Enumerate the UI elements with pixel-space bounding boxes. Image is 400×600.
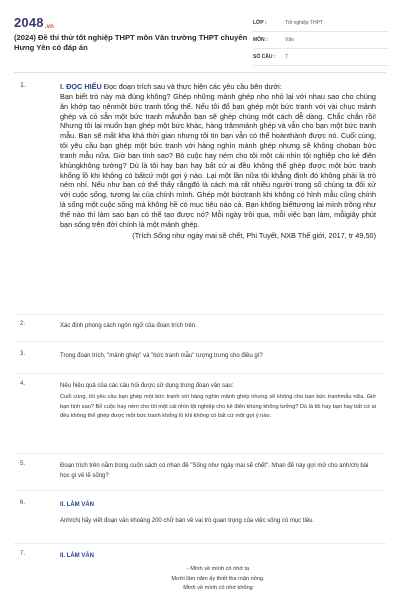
header-divider — [14, 72, 386, 73]
section-heading: II. LÀM VĂN — [60, 502, 94, 508]
question-number: 5. — [20, 461, 26, 467]
divider — [14, 341, 386, 342]
divider — [14, 453, 386, 454]
question-number: 2. — [20, 321, 26, 327]
meta-row-class — [253, 15, 388, 32]
meta-value: Tốt nghiệp THPT — [285, 20, 323, 26]
poem-excerpt — [60, 565, 376, 594]
divider — [14, 373, 386, 374]
question-number: 6. — [20, 500, 26, 506]
divider — [14, 490, 386, 491]
meta-table — [253, 15, 388, 66]
meta-key: MÔN : — [253, 37, 268, 43]
question-number: 1. — [20, 82, 26, 89]
meta-value: Văn — [285, 37, 294, 43]
question-number: 4. — [20, 381, 26, 387]
question-text: Trong đoạn trích, "mảnh ghép" và "bức tranh mẫu" tượng trưng cho điều gì? — [60, 353, 263, 359]
divider — [14, 314, 386, 315]
question-lead: Đọc đoạn trích sau và thực hiện các yêu cầu bên dưới: — [101, 82, 282, 91]
question-number: 3. — [20, 351, 26, 357]
poem-line: Mười lăm năm ấy thiết tha mặn nồng. — [171, 575, 265, 582]
question-number: 7. — [20, 551, 26, 557]
divider — [14, 543, 386, 544]
question-body — [60, 82, 376, 241]
meta-key: LỚP : — [253, 20, 267, 26]
question-body — [60, 500, 376, 526]
meta-key: SỐ CÂU : — [253, 54, 276, 60]
question-body — [60, 551, 376, 594]
meta-value: 7 — [285, 54, 288, 60]
passage-source: (Trích Sống như ngày mai sẽ chết, Phi Tuyết, NXB Thế giới, 2017, tr 49,50) — [132, 230, 376, 240]
question-text: Đoạn trích trên nằm trong cuốn sách có nhan đề "Sống như ngày mai sẽ chết". Nhan đề này gợi mở cho anh/chị bài học gì về lẽ sống? — [60, 463, 369, 479]
question-text: Xác định phong cách ngôn ngữ của đoạn trích trên. — [60, 323, 197, 329]
meta-row-subject — [253, 32, 388, 49]
site-logo[interactable]: 2048.vn — [14, 15, 55, 30]
question-text: Nêu hiệu quả của các câu hỏi được sử dụng trong đoạn văn sau: — [60, 383, 234, 389]
question-body — [60, 381, 376, 422]
section-heading: I. ĐỌC HIỂU — [60, 82, 102, 91]
poem-line: Mình về mình có nhớ không — [183, 585, 253, 591]
question-text: Anh/chị hãy viết đoạn văn khoảng 200 chữ bàn về vai trò quan trọng của việc sống có mục tiêu. — [60, 518, 315, 524]
section-heading: II. LÀM VĂN — [60, 553, 94, 559]
poem-line: - Mình về mình có nhớ ta — [186, 566, 250, 572]
reading-passage: Bạn biết trò này mà đúng không? Ghép những mảnh ghép nho nhỏ lại với nhau sao cho chúng ăn khớp tạo nênmột bức tranh tổng thể. Nếu tôi đổ bạn ghép một bức tranh với vài chục mảnh ghép và có sẵn một bức tranh mẫuhẳn bạn sẽ ghép chúng một cách dễ dàng. Chắc chắn rồi! Nhưng tôi lại muốn bạn ghép một bức khác, hàng trămmảnh ghép và vẫn cho bạn một bức tranh mẫu. Bạn sẽ mất kha khá thời gian nhưng tôi tin bạn vẫn có thể hoànthành được nó. Cuối cùng, tôi yêu cầu bạn ghép một bức tranh với hàng nghìn mảnh ghép nhưng sẽ không chobạn bức tranh mẫu nữa. Giờ bạn tính sao? Bỏ cuộc hay ném cho tôi một cái nhìn tội nghiệp cho kẻ điên khùngkhông tưởng? Dù là tôi hay bạn hay bất cứ ai đều không thể ghép được một bức tranh khổng lồ khi không có bấtcứ một gợi ý nào. Lại một lần nữa tôi khẳng định đó không phải là trò ném nhí. Nếu như bạn có thể thấy rằngđó là cách mà rất nhiều người trong số chúng ta đối xử với cuộc sống, tương lai của chính mình. Ghép một bứctranh khi không có hình mẫu cũng chính là sống một cuộc sống mà không hề có mục tiêu nào cả. Bạn không biếttương lai mình trông như thế nào thì làm sao bạn có thể tạo được nó? Mỗi ngày trôi qua, mỗi việc bạn làm, mỗigiây phút bạn sống trên đời chính là một mảnh ghép. — [60, 91, 376, 229]
quoted-paragraph: Cuối cùng, tôi yêu cầu bạn ghép một bức tranh với hàng nghìn mảnh ghép nhưng sẽ không cho bạn bức tranhmẫu nữa. Giờ bạn tính sao? Bỏ cuộc hay ném cho tôi một cái nhìn tội nghiệp cho kẻ điên khùng không tưởng? Dù là tôi hay bạn hay bất cứ ai đều không thể ghép được một bức tranh khổng lồ khi không có bất cứ một gợi ý nào. — [60, 394, 376, 419]
page-title: (2024) Đề thi thử tốt nghiệp THPT môn Văn trường THPT chuyên Hưng Yên có đáp án — [14, 33, 248, 52]
meta-row-count — [253, 49, 388, 66]
